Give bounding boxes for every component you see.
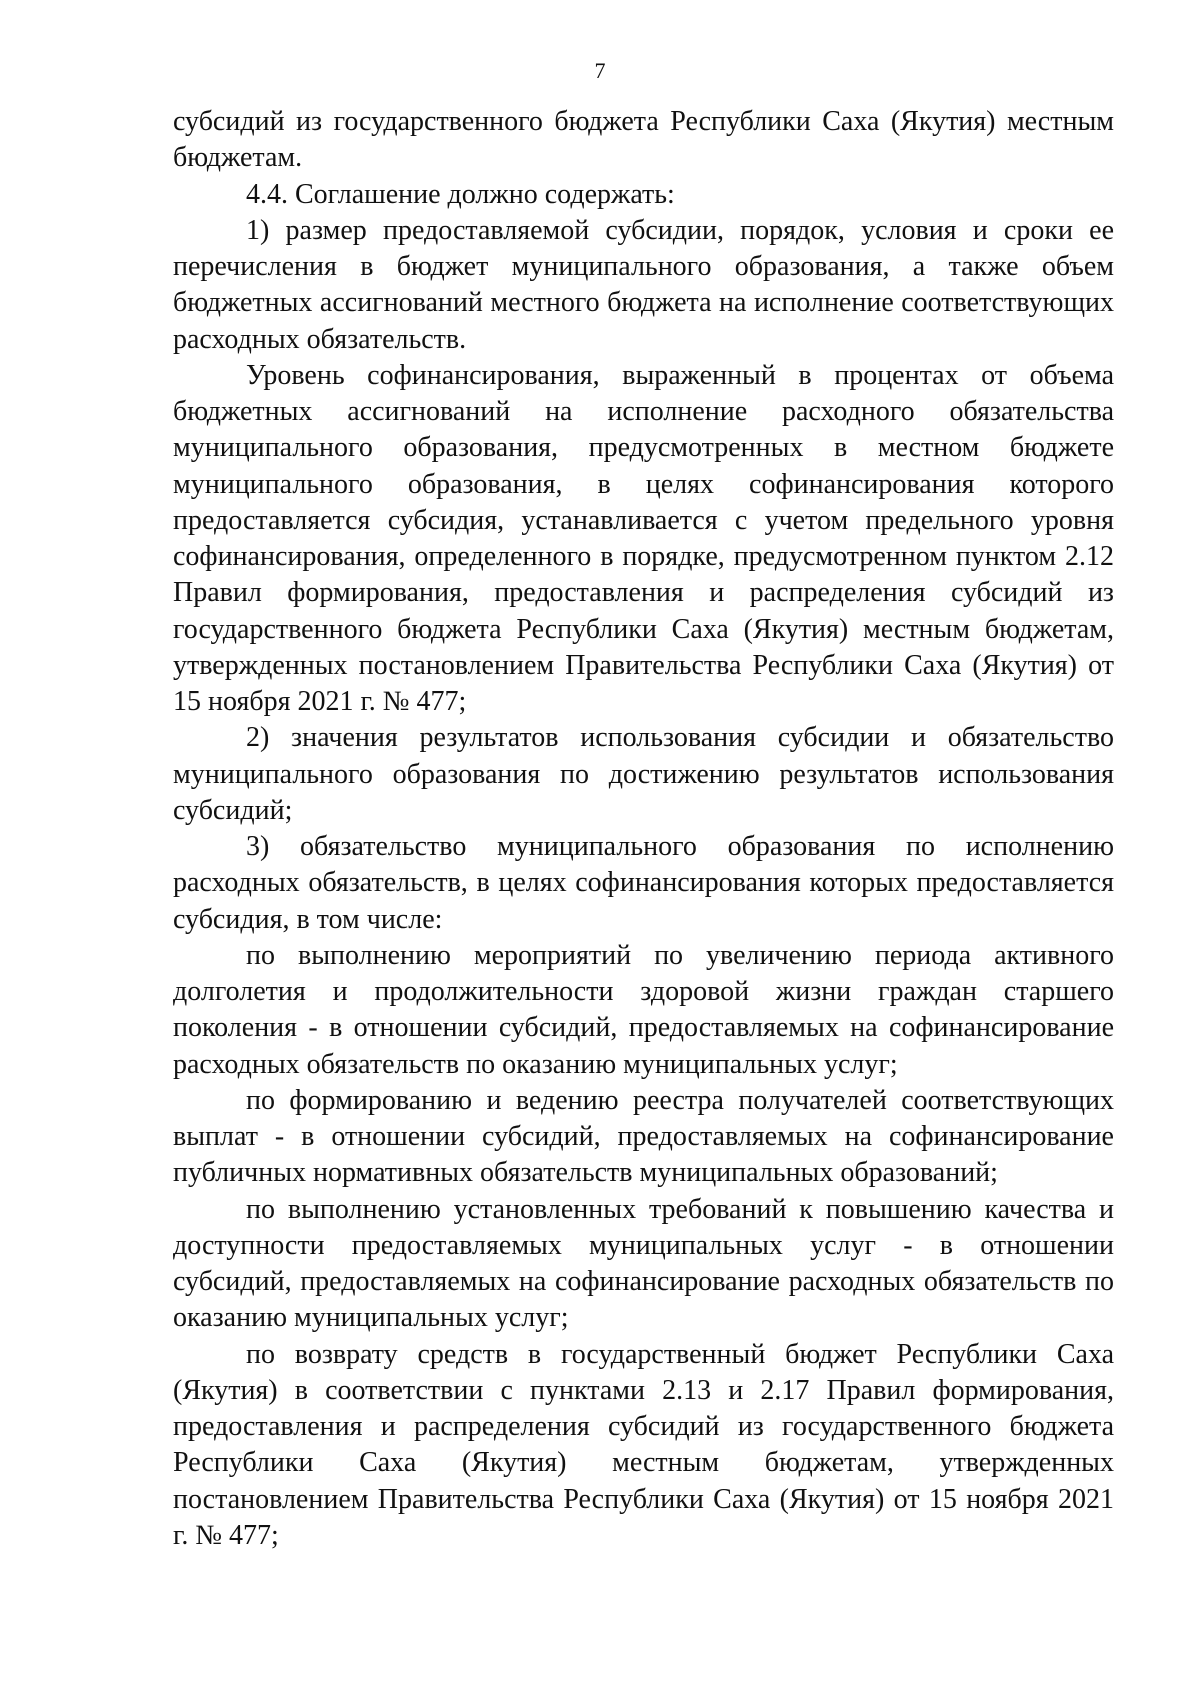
paragraph-subitem-refund: по возврату средств в государственный бюджет Республики Саха (Якутия) в соответствии с пунктами 2.13 и 2.17 Правил формирования, предоставления и распределения субсидий из государственного бюджета Республики Саха (Якутия) местным бюджетам, утвержденных постановлением Правительства Республики Саха (Якутия) от 15 ноября 2021 г. № 477; xyxy=(173,1338,1114,1551)
paragraph-section-4-4: 4.4. Соглашение должно содержать: xyxy=(246,178,675,210)
page-number: 7 xyxy=(594,58,606,83)
paragraph-item-1: 1) размер предоставляемой субсидии, порядок, условия и сроки ее перечисления в бюджет муниципального образования, а также объем бюджетных ассигнований местного бюджета на исполнение соответствующих расходных обязательств. xyxy=(173,214,1114,355)
paragraph-cofinancing-level: Уровень софинансирования, выраженный в процентах от объема бюджетных ассигнований на исполнение расходного обязательства муниципального образования, предусмотренных в местном бюджете муниципального образования, в целях софинансирования которого предоставляется субсидия, устанавливается с учетом предельного уровня софинансирования, определенного в порядке, предусмотренном пунктом 2.12 Правил формирования, предоставления и распределения субсидий из государственного бюджета Республики Саха (Якутия) местным бюджетам, утвержденных постановлением Правительства Республики Саха (Якутия) от 15 ноября 2021 г. № 477; xyxy=(173,359,1114,717)
paragraph-item-2: 2) значения результатов использования субсидии и обязательство муниципального образования по достижению результатов использования субсидий; xyxy=(173,722,1114,826)
document-body xyxy=(173,104,1114,1554)
paragraph-subitem-registry: по формированию и ведению реестра получателей соответствующих выплат - в отношении субсидий, предоставляемых на софинансирование публичных нормативных обязательств муниципальных образований; xyxy=(173,1084,1114,1189)
paragraph-subitem-longevity: по выполнению мероприятий по увеличению периода активного долголетия и продолжительности здоровой жизни граждан старшего поколения - в отношении субсидий, предоставляемых на софинансирование расходных обязательств по оказанию муниципальных услуг; xyxy=(173,939,1114,1080)
paragraph-subitem-quality: по выполнению установленных требований к повышению качества и доступности предоставляемых муниципальных услуг - в отношении субсидий, предоставляемых на софинансирование расходных обязательств по оказанию муниципальных услуг; xyxy=(173,1193,1114,1334)
paragraph-continuation: субсидий из государственного бюджета Республики Саха (Якутия) местным бюджетам. xyxy=(173,106,1114,174)
paragraph-item-3: 3) обязательство муниципального образования по исполнению расходных обязательств, в целях софинансирования которых предоставляется субсидия, в том числе: xyxy=(173,831,1114,935)
